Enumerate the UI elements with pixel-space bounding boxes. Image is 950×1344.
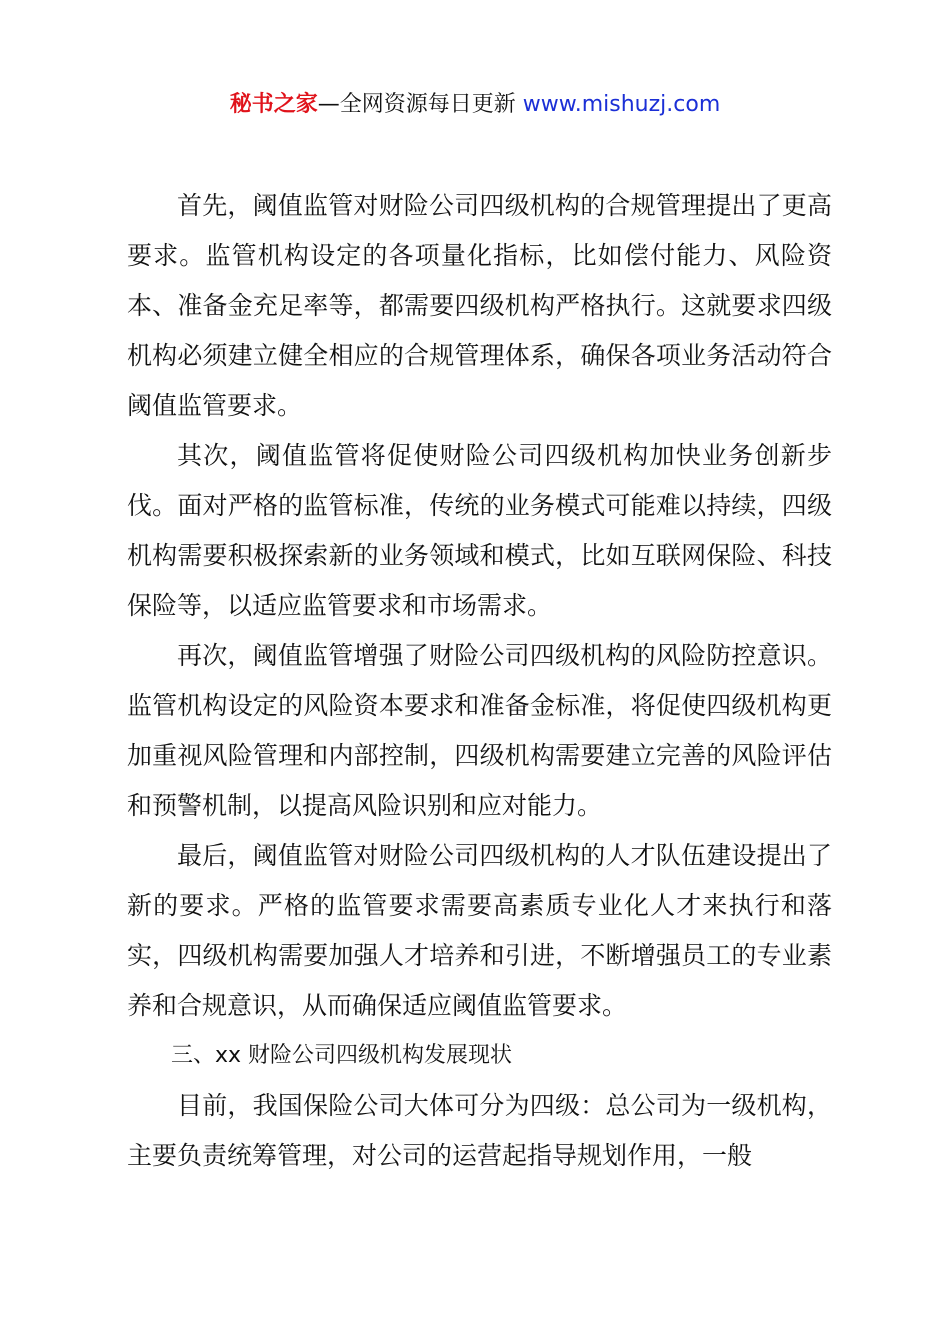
- paragraph-third: 再次，阈值监管增强了财险公司四级机构的风险防控意识。监管机构设定的风险资本要求和准备金标准，将促使四级机构更加重视风险管理和内部控制，四级机构需要建立完善的风险评估和预警机制，以提高风险识别和应对能力。: [127, 641, 832, 820]
- paragraph-fourth: 最后，阈值监管对财险公司四级机构的人才队伍建设提出了新的要求。严格的监管要求需要高素质专业化人才来执行和落实，四级机构需要加强人才培养和引进，不断增强员工的专业素养和合规意识，从而确保适应阈值监管要求。: [127, 841, 832, 1020]
- brand-name: 秘书之家: [229, 92, 318, 117]
- section-heading: 三、xx 财险公司四级机构发展现状: [171, 1043, 513, 1068]
- document-body: [127, 181, 832, 1181]
- site-header: [0, 88, 950, 122]
- paragraph-current-status: 目前，我国保险公司大体可分为四级：总公司为一级机构，主要负责统筹管理，对公司的运营起指导规划作用，一般: [127, 1091, 832, 1170]
- site-url-link[interactable]: www.mishuzj.com: [522, 92, 721, 117]
- paragraph-second: 其次，阈值监管将促使财险公司四级机构加快业务创新步伐。面对严格的监管标准，传统的业务模式可能难以持续，四级机构需要积极探索新的业务领域和模式，比如互联网保险、科技保险等，以适应监管要求和市场需求。: [127, 441, 832, 620]
- header-tagline: —全网资源每日更新: [317, 92, 516, 117]
- paragraph-first: 首先，阈值监管对财险公司四级机构的合规管理提出了更高要求。监管机构设定的各项量化指标，比如偿付能力、风险资本、准备金充足率等，都需要四级机构严格执行。这就要求四级机构必须建立健全相应的合规管理体系，确保各项业务活动符合阈值监管要求。: [127, 191, 832, 420]
